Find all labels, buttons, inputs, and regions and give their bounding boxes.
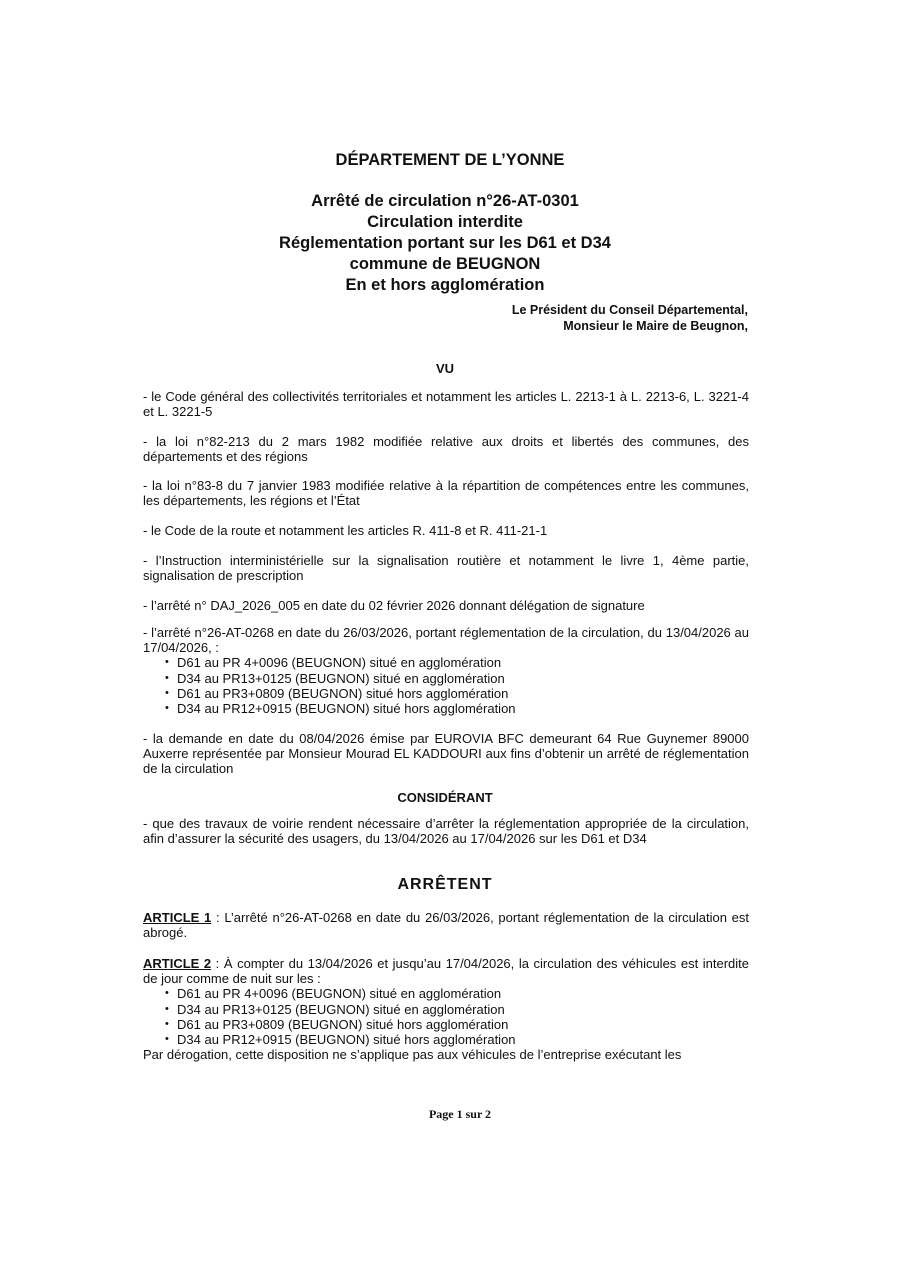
department-heading: DÉPARTEMENT DE L’YONNE <box>335 151 565 169</box>
signatory-president: Le Président du Conseil Départemental, <box>511 303 748 317</box>
section-heading-arretent: ARRÊTENT <box>397 876 493 893</box>
signatories <box>512 303 748 334</box>
title-line-area: En et hors agglomération <box>345 276 545 294</box>
title-line-roads: Réglementation portant sur les D61 et D34 <box>279 234 611 252</box>
page-number: Page 1 sur 2 <box>428 1107 492 1121</box>
article-1-label: ARTICLE 1 <box>143 910 212 925</box>
vu-item-arrete-0268: - l’arrêté n°26-AT-0268 en date du 26/03/2026, portant réglementation de la circulation, du 13/04/2026 au 17/04/2026, : • D61 au PR 4+0096 (BEUGNON) situé en agglomération • D34 au PR13+0125 (BEUGNON) situé en agglomération • D61 au PR3+0809 (BEUGNON) situé hors agglomération • D34 au PR12+0915 (BEUGNON) situé hors agglomération <box>143 625 749 716</box>
article-1-text: : L’arrêté n°26-AT-0268 en date du 26/03/2026, portant réglementation de la circulation est abrogé. <box>143 910 749 941</box>
article-2-derogation: Par dérogation, cette disposition ne s’applique pas aux véhicules de l’entreprise exécutant les <box>143 1047 682 1063</box>
vu-item-instruction: - l’Instruction interministérielle sur la signalisation routière et notamment le livre 1, 4ème partie, signalisation de prescription <box>143 553 749 584</box>
list-item: • D61 au PR3+0809 (BEUGNON) situé hors agglomération <box>177 686 749 701</box>
article-1 <box>143 910 749 940</box>
considerant-text: - que des travaux de voirie rendent nécessaire d’arrêter la réglementation appropriée de la circulation, afin d’assurer la sécurité des usagers, du 13/04/2026 au 17/04/2026 sur les D61 et D34 <box>143 816 749 847</box>
list-item: • D34 au PR13+0125 (BEUGNON) situé en agglomération <box>177 1002 749 1017</box>
vu-item-delegation: - l’arrêté n° DAJ_2026_005 en date du 02 février 2026 donnant délégation de signature <box>143 598 645 613</box>
section-heading-considerant: CONSIDÉRANT <box>397 790 493 805</box>
vu-item-cgct: - le Code général des collectivités territoriales et notamment les articles L. 2213-1 à L. 2213-6, L. 3221-4 et L. 3221-5 <box>143 389 749 420</box>
list-item: • D34 au PR12+0915 (BEUGNON) situé hors agglomération <box>177 701 749 716</box>
article-2-text: : À compter du 13/04/2026 et jusqu’au 17/04/2026, la circulation des véhicules est interdite de jour comme de nuit sur les : <box>143 956 750 987</box>
vu-item-code-route: - le Code de la route et notamment les articles R. 411-8 et R. 411-21-1 <box>143 523 548 538</box>
decree-title <box>0 191 890 296</box>
vu-road-list <box>143 655 749 716</box>
article-2-road-list <box>143 986 749 1047</box>
article-2 <box>143 956 749 1062</box>
title-line-number: Arrêté de circulation n°26-AT-0301 <box>311 192 579 210</box>
list-item: • D34 au PR13+0125 (BEUGNON) situé en agglomération <box>177 671 749 686</box>
vu-item-loi-82: - la loi n°82-213 du 2 mars 1982 modifiée relative aux droits et libertés des communes, des départements et des régions <box>143 434 749 465</box>
list-item: • D61 au PR 4+0096 (BEUGNON) situé en agglomération <box>177 655 749 670</box>
list-item: • D61 au PR 4+0096 (BEUGNON) situé en agglomération <box>177 986 749 1001</box>
list-item: • D34 au PR12+0915 (BEUGNON) situé hors agglomération <box>177 1032 749 1047</box>
title-line-type: Circulation interdite <box>367 213 523 231</box>
vu-item-demande: - la demande en date du 08/04/2026 émise par EUROVIA BFC demeurant 64 Rue Guynemer 89000 Auxerre représentée par Monsieur Mourad EL KADDOURI aux fins d’obtenir un arrêté de réglementation de la circulation <box>143 731 749 777</box>
title-line-commune: commune de BEUGNON <box>349 255 541 273</box>
vu-item-loi-83: - la loi n°83-8 du 7 janvier 1983 modifiée relative à la répartition de compétences entre les communes, les départements, les régions et l’État <box>143 478 749 509</box>
signatory-mayor: Monsieur le Maire de Beugnon, <box>563 318 748 333</box>
article-2-label: ARTICLE 2 <box>143 956 212 971</box>
list-item: • D61 au PR3+0809 (BEUGNON) situé hors agglomération <box>177 1017 749 1032</box>
section-heading-vu: VU <box>435 361 455 376</box>
